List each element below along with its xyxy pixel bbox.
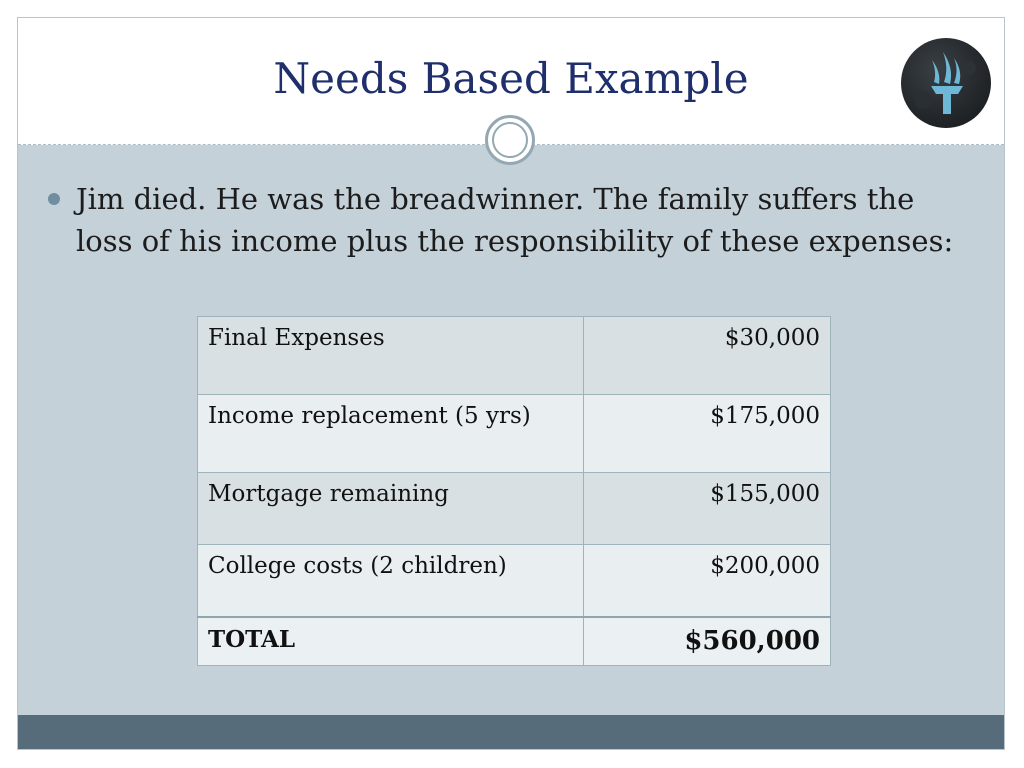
torch-icon (901, 38, 991, 128)
bullet-list (48, 178, 978, 262)
bullet-item (48, 178, 978, 262)
slide (17, 17, 1005, 750)
expense-table (197, 316, 831, 666)
torch-logo-graphic (901, 38, 991, 128)
slide-title: Needs Based Example (273, 54, 749, 103)
footer-bar (18, 715, 1004, 749)
table-cell-label: College costs (2 children) (198, 545, 584, 617)
table-cell-value: $175,000 (584, 395, 831, 473)
table-row (198, 317, 831, 395)
table-cell-label: Mortgage remaining (198, 473, 584, 545)
title-divider-ornament (485, 115, 535, 165)
table-row (198, 473, 831, 545)
table-cell-value: $155,000 (584, 473, 831, 545)
table-cell-value: $200,000 (584, 545, 831, 617)
table-total-row (198, 617, 831, 666)
bullet-dot-icon (48, 193, 60, 205)
bullet-text: Jim died. He was the breadwinner. The family suffers the loss of his income plus the responsibility of these expenses: (76, 182, 954, 258)
table-row (198, 545, 831, 617)
table-row (198, 395, 831, 473)
table-cell-label: Final Expenses (198, 317, 584, 395)
table-total-value: $560,000 (584, 617, 831, 666)
table-cell-value: $30,000 (584, 317, 831, 395)
table-cell-label: Income replacement (5 yrs) (198, 395, 584, 473)
table-total-label: TOTAL (198, 617, 584, 666)
